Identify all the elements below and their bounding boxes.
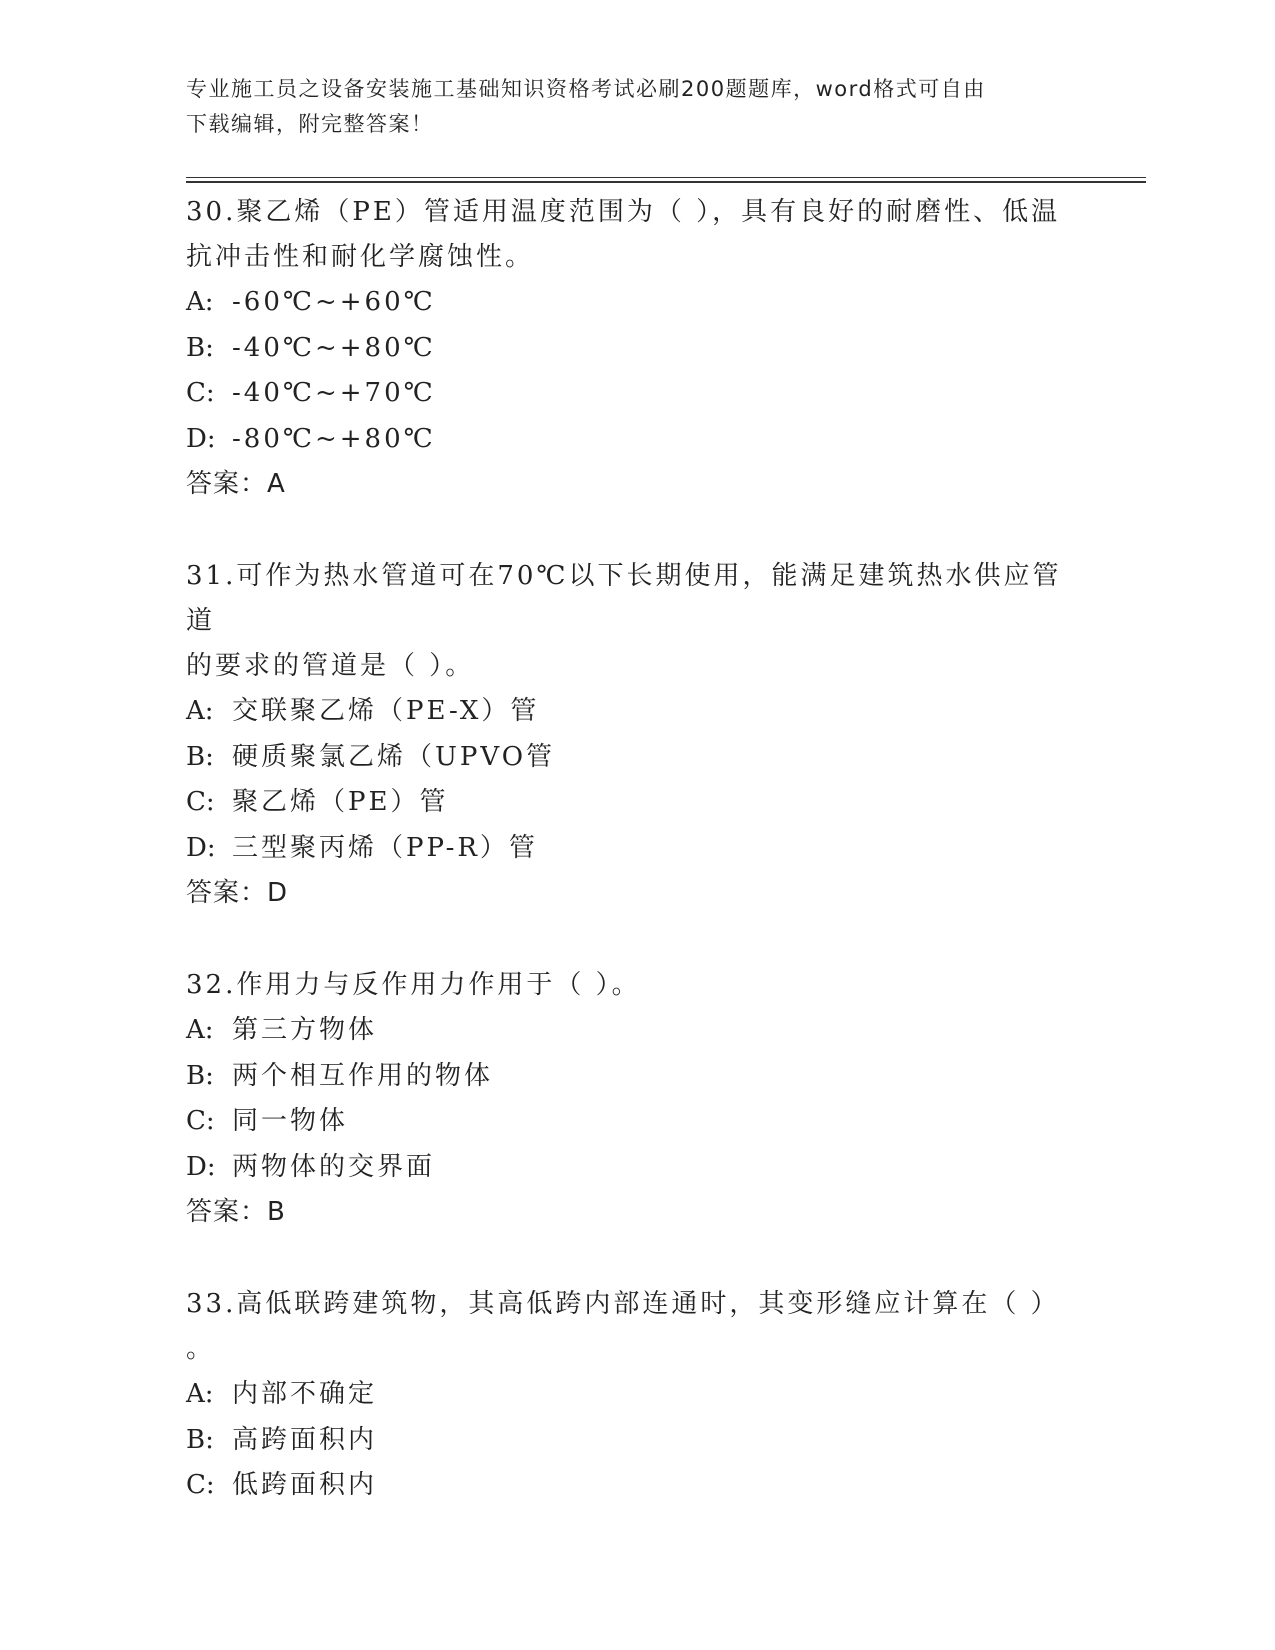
question-list — [186, 190, 1086, 1556]
option-key: C: — [186, 1106, 215, 1136]
option-key: A: — [186, 1379, 214, 1409]
option-a — [186, 1008, 1086, 1054]
option-c — [186, 371, 1086, 417]
question-31 — [186, 554, 1086, 916]
question-stem-line-1: 30.聚乙烯（PE）管适用温度范围为（ ），具有良好的耐磨性、低温 — [186, 197, 1061, 227]
option-key: C: — [186, 787, 215, 817]
option-text: 高跨面积内 — [232, 1424, 378, 1455]
option-text: -60℃~+60℃ — [232, 287, 436, 317]
option-key: B: — [186, 741, 214, 772]
option-text: -40℃~+80℃ — [232, 332, 436, 363]
option-b — [186, 1054, 1086, 1100]
option-key: B: — [186, 1060, 214, 1091]
option-a — [186, 689, 1086, 735]
option-text: 两物体的交界面 — [232, 1151, 436, 1182]
option-b — [186, 1418, 1086, 1464]
question-33 — [186, 1282, 1086, 1509]
header-line-1: 专业施工员之设备安装施工基础知识资格考试必刷200题题库，word格式可自由 — [186, 77, 986, 101]
option-key: D: — [186, 423, 216, 454]
option-key: A: — [186, 287, 214, 317]
option-text: 内部不确定 — [232, 1379, 378, 1409]
option-key: C: — [186, 378, 215, 408]
answer-line: 答案：D — [186, 878, 289, 908]
option-text: 聚乙烯（PE）管 — [232, 787, 449, 817]
option-text: 低跨面积内 — [232, 1470, 378, 1500]
option-text: 第三方物体 — [232, 1015, 378, 1045]
question-stem-line-1: 32.作用力与反作用力作用于（ ）。 — [186, 970, 641, 1000]
option-d — [186, 826, 1086, 872]
question-30 — [186, 190, 1086, 507]
option-key: A: — [186, 1015, 214, 1045]
question-stem-line-1: 31.可作为热水管道可在70℃以下长期使用，能满足建筑热水供应管道 — [186, 561, 1062, 636]
question-stem-line-2: 的要求的管道是（ ）。 — [186, 651, 475, 681]
option-key: D: — [186, 832, 216, 863]
option-key: B: — [186, 332, 214, 363]
option-key: C: — [186, 1470, 215, 1500]
option-key: B: — [186, 1424, 214, 1455]
option-c — [186, 1463, 1086, 1509]
option-text: 三型聚丙烯（PP-R）管 — [232, 832, 538, 863]
option-d — [186, 1145, 1086, 1191]
option-a — [186, 280, 1086, 326]
question-stem-line-2: 抗冲击性和耐化学腐蚀性。 — [186, 242, 535, 272]
answer-line: 答案：A — [186, 469, 286, 499]
option-text: -40℃~+70℃ — [232, 378, 436, 408]
question-32 — [186, 963, 1086, 1235]
option-c — [186, 1099, 1086, 1145]
option-text: 交联聚乙烯（PE-X）管 — [232, 696, 540, 726]
option-key: D: — [186, 1151, 216, 1182]
question-stem-line-2: 。 — [186, 1334, 216, 1364]
header-divider-thick — [186, 181, 1146, 183]
option-text: 两个相互作用的物体 — [232, 1060, 494, 1091]
answer-line: 答案：B — [186, 1197, 286, 1227]
header-divider-thin — [186, 177, 1146, 178]
option-text: -80℃~+80℃ — [232, 423, 436, 454]
option-key: A: — [186, 696, 214, 726]
option-d — [186, 417, 1086, 463]
option-text: 硬质聚氯乙烯（UPVO管 — [232, 741, 556, 772]
document-header — [186, 72, 1086, 142]
option-b — [186, 326, 1086, 372]
option-text: 同一物体 — [232, 1106, 349, 1136]
option-a — [186, 1372, 1086, 1418]
question-stem-line-1: 33.高低联跨建筑物，其高低跨内部连通时，其变形缝应计算在（ ） — [186, 1289, 1060, 1319]
option-c — [186, 780, 1086, 826]
option-b — [186, 735, 1086, 781]
header-line-2: 下载编辑，附完整答案！ — [186, 112, 434, 136]
